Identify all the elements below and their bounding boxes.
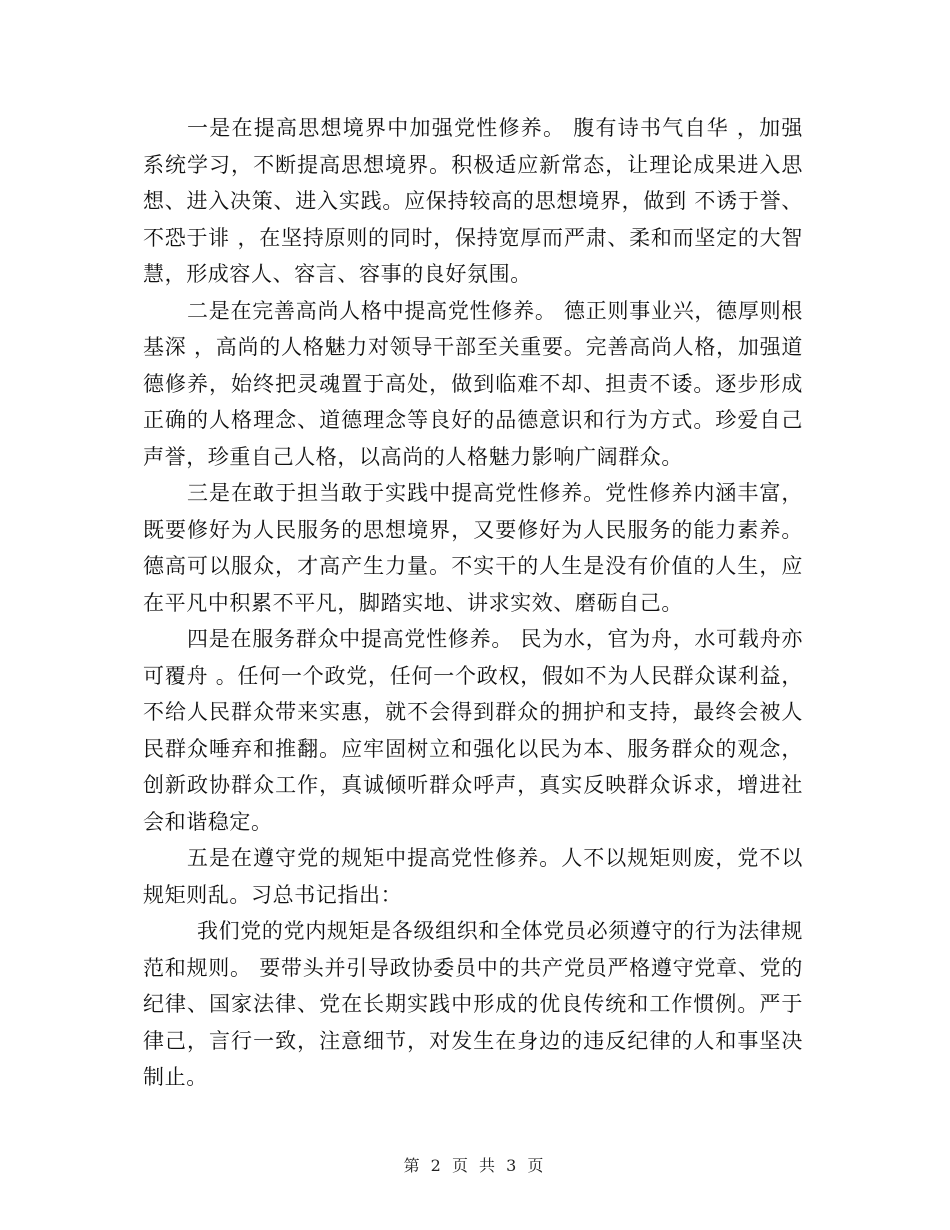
paragraph-1: 一是在提高思想境界中加强党性修养。 腹有诗书气自华 ，加强系统学习，不断提高思想境界。积极适应新常态，让理论成果进入思想、进入决策、进入实践。应保持较高的思想境界，做到 不诱于誉、不恐于诽 ，在坚持原则的同时，保持宽厚而严肃、柔和而坚定的大智慧，形成容人、容言、容事的良好氛围。 — [143, 116, 803, 286]
paragraph-4: 四是在服务群众中提高党性修养。 民为水，官为舟，水可载舟亦可覆舟 。任何一个政党，任何一个政权，假如不为人民群众谋利益，不给人民群众带来实惠，就不会得到群众的拥护和支持，最终会被人民群众唾弃和推翻。应牢固树立和强化以民为本、服务群众的观念，创新政协群众工作，真诚倾听群众呼声，真实反映群众诉求，增进社会和谐稳定。 — [143, 627, 803, 834]
paragraph-2: 二是在完善高尚人格中提高党性修养。 德正则事业兴，德厚则根基深 ，高尚的人格魅力对领导干部至关重要。完善高尚人格，加强道德修养，始终把灵魂置于高处，做到临难不却、担责不诿。逐步形成正确的人格理念、道德理念等良好的品德意识和行为方式。珍爱自己声誉，珍重自己人格，以高尚的人格魅力影响广阔群众。 — [143, 298, 803, 469]
paragraph-3: 三是在敢于担当敢于实践中提高党性修养。党性修养内涵丰富，既要修好为人民服务的思想境界，又要修好为人民服务的能力素养。德高可以服众，才高产生力量。不实干的人生是没有价值的人生，应在平凡中积累不平凡，脚踏实地、讲求实效、磨砺自己。 — [143, 481, 803, 615]
paragraph-5: 五是在遵守党的规矩中提高党性修养。人不以规矩则废，党不以规矩则乱。习总书记指出： — [143, 846, 803, 907]
document-body — [143, 110, 803, 1096]
paragraph-6-quote: 我们党的党内规矩是各级组织和全体党员必须遵守的行为法律规范和规则。 要带头并引导政协委员中的共产党员严格遵守党章、党的纪律、国家法律、党在长期实践中形成的优良传统和工作惯例。严于律己，言行一致，注意细节，对发生在身边的违反纪律的人和事坚决制止。 — [143, 919, 803, 1089]
page-footer: 第 2 页 共 3 页 — [403, 1156, 547, 1175]
